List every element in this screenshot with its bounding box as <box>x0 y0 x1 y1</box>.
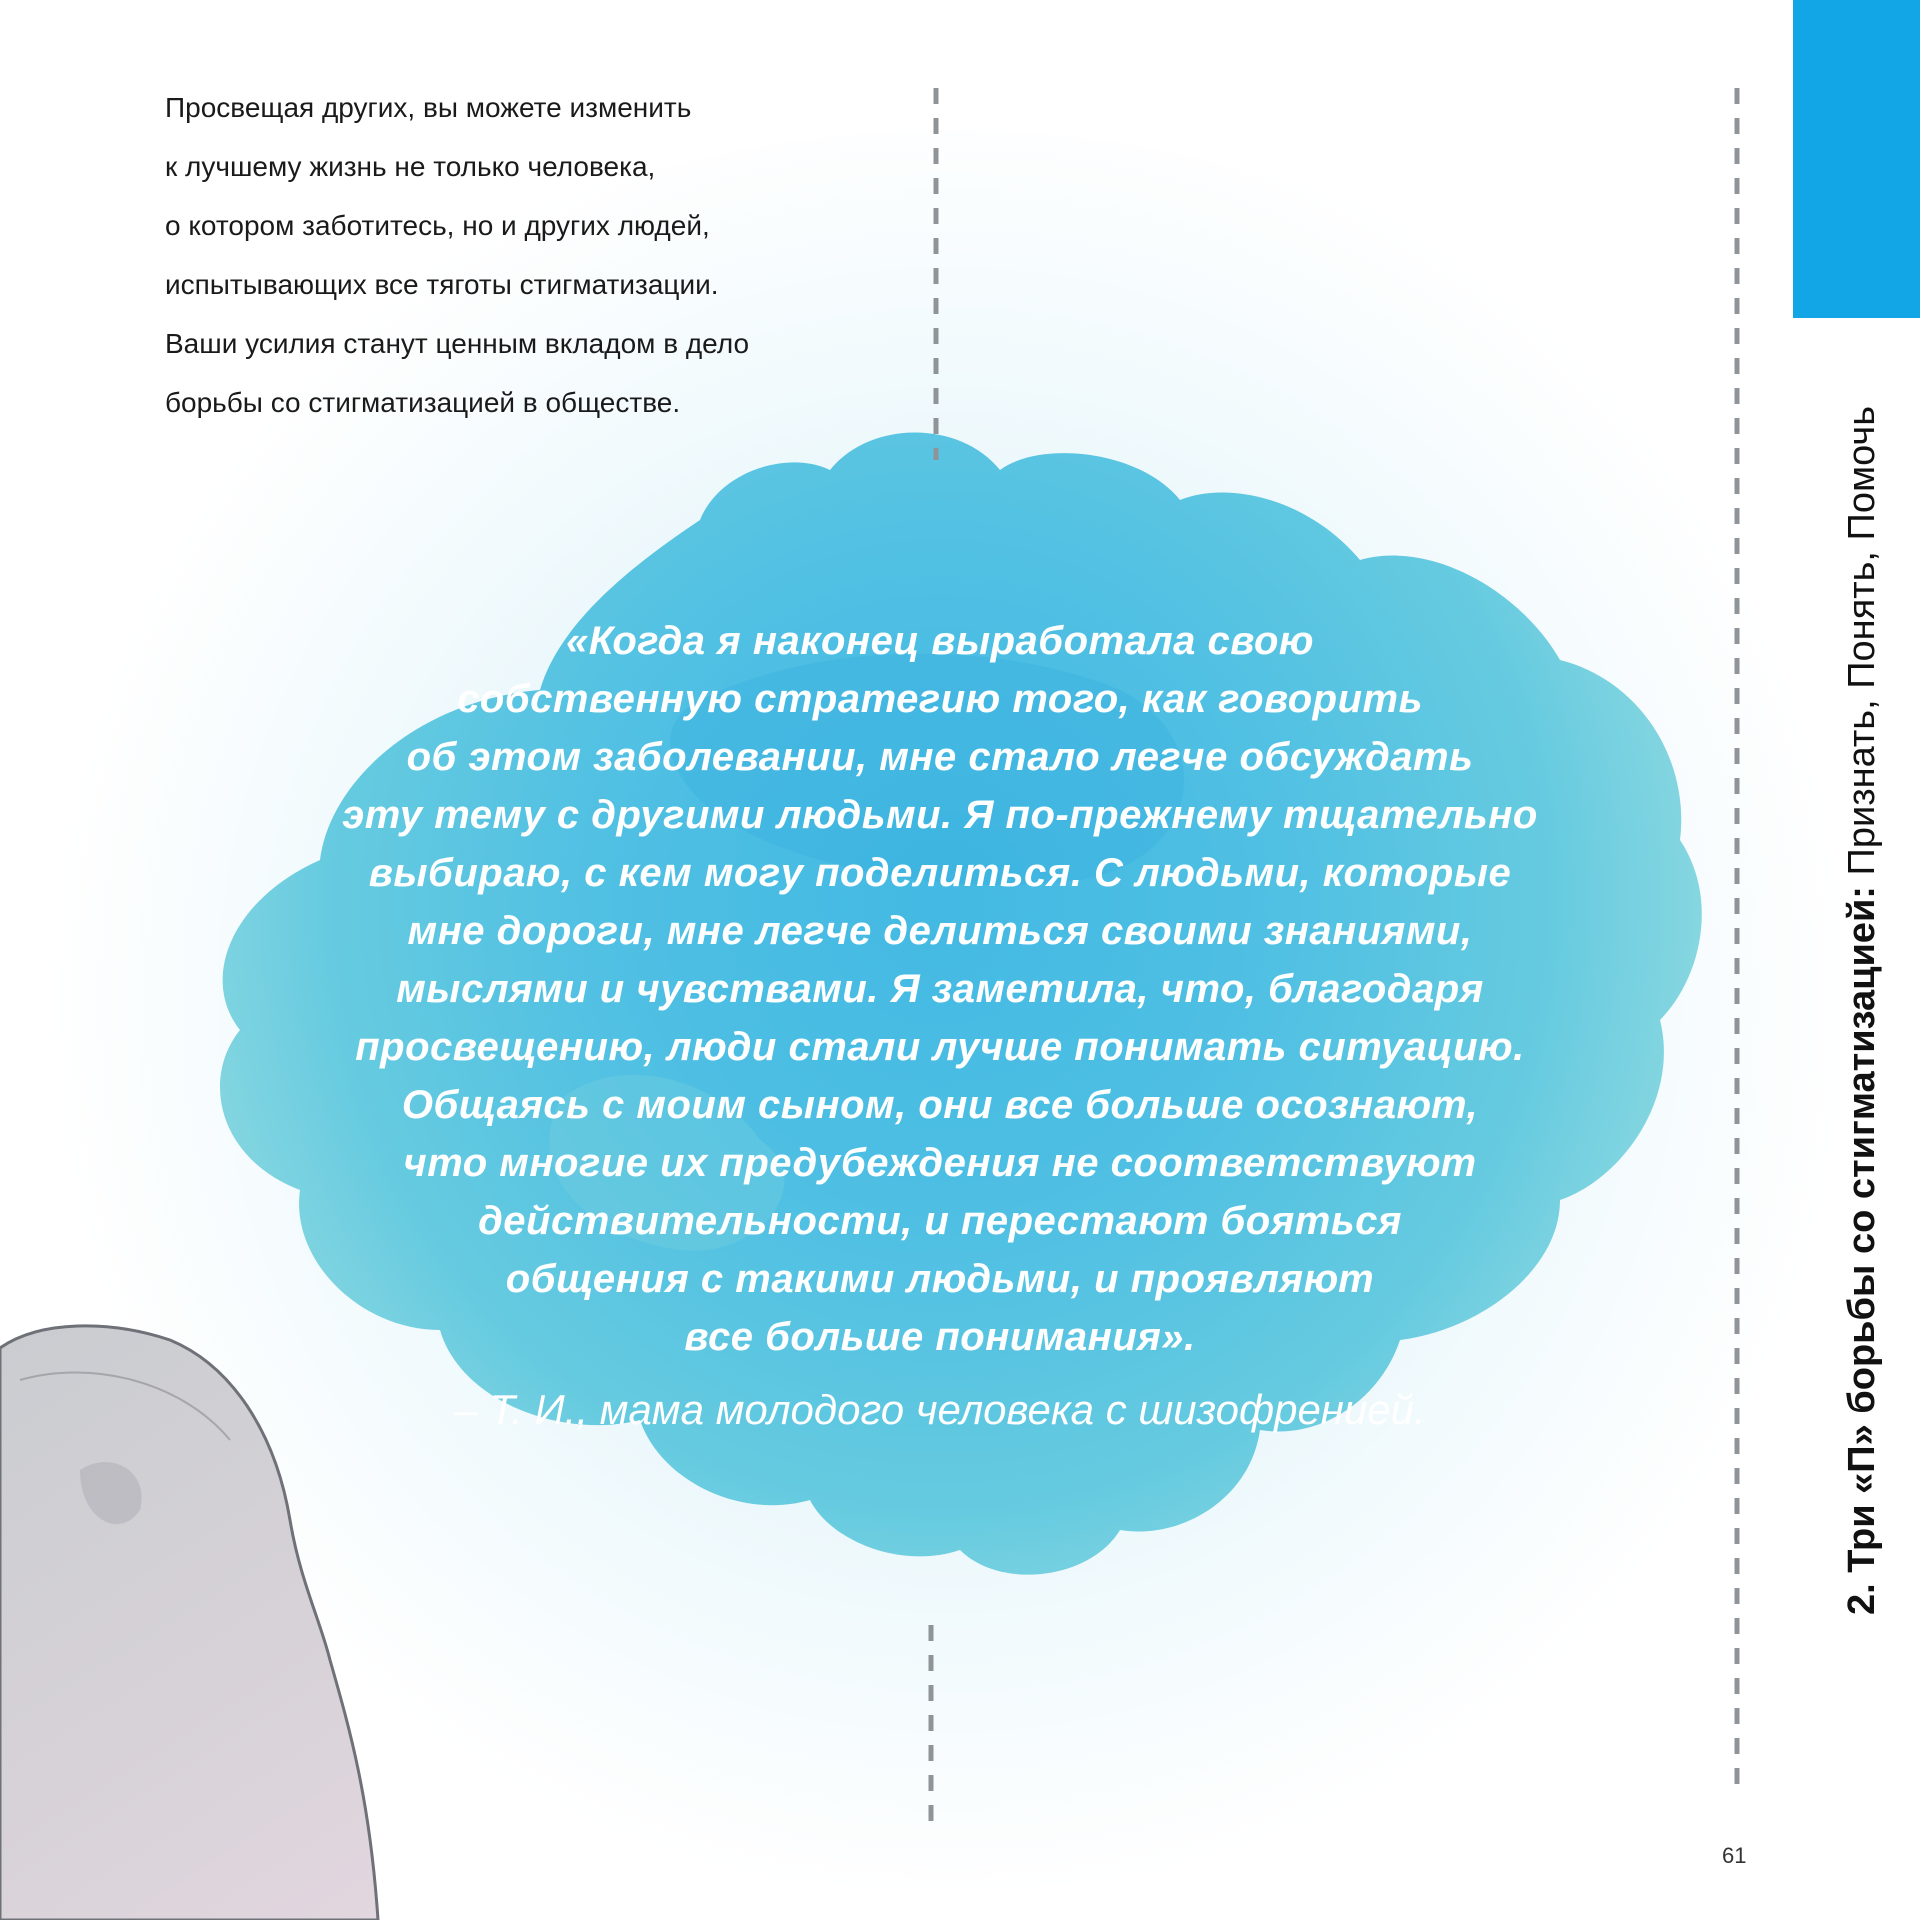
quote-line: об этом заболевании, мне стало легче обсуждать <box>406 735 1474 779</box>
quote-line: Общаясь с моим сыном, они все больше осознают, <box>401 1083 1479 1127</box>
quote-line: мыслями и чувствами. Я заметила, что, благодаря <box>396 967 1484 1011</box>
quote-line: выбираю, с кем могу поделиться. С людьми, которые <box>368 851 1512 895</box>
section-title-rest: Признать, Понять, Помочь <box>1841 405 1883 887</box>
page-number: 61 <box>1722 1843 1747 1868</box>
quote-line: общения с такими людьми, и проявляют <box>505 1257 1375 1301</box>
quote-line: эту тему с другими людьми. Я по-прежнему тщательно <box>342 793 1538 837</box>
quote-line: «Когда я наконец выработала свою <box>566 619 1314 663</box>
quote-line: все больше понимания». <box>684 1315 1196 1359</box>
section-title-bold: 2. Три «П» борьбы со стигматизацией: <box>1841 886 1883 1615</box>
quote-block <box>240 612 1640 1366</box>
quote-line: что многие их предубеждения не соответствуют <box>403 1141 1477 1185</box>
intro-line: о котором заботитесь, но и других людей, <box>165 210 710 241</box>
intro-line: испытывающих все тяготы стигматизации. <box>165 269 719 300</box>
quote-line: мне дороги, мне легче делиться своими знаниями, <box>407 909 1473 953</box>
quote-attribution: – Т. И., мама молодого человека с шизофренией. <box>454 1386 1426 1433</box>
intro-line: борьбы со стигматизацией в обществе. <box>165 387 681 418</box>
quote-line: собственную стратегию того, как говорить <box>457 677 1423 721</box>
intro-paragraph <box>165 78 925 432</box>
quote-line: действительности, и перестают бояться <box>478 1199 1402 1243</box>
intro-line: Просвещая других, вы можете изменить <box>165 92 692 123</box>
intro-line: Ваши усилия станут ценным вкладом в дело <box>165 328 750 359</box>
section-color-tab <box>1793 0 1920 318</box>
intro-line: к лучшему жизнь не только человека, <box>165 151 656 182</box>
quote-line: просвещению, люди стали лучше понимать ситуацию. <box>355 1025 1525 1069</box>
section-title <box>1842 406 1882 1615</box>
